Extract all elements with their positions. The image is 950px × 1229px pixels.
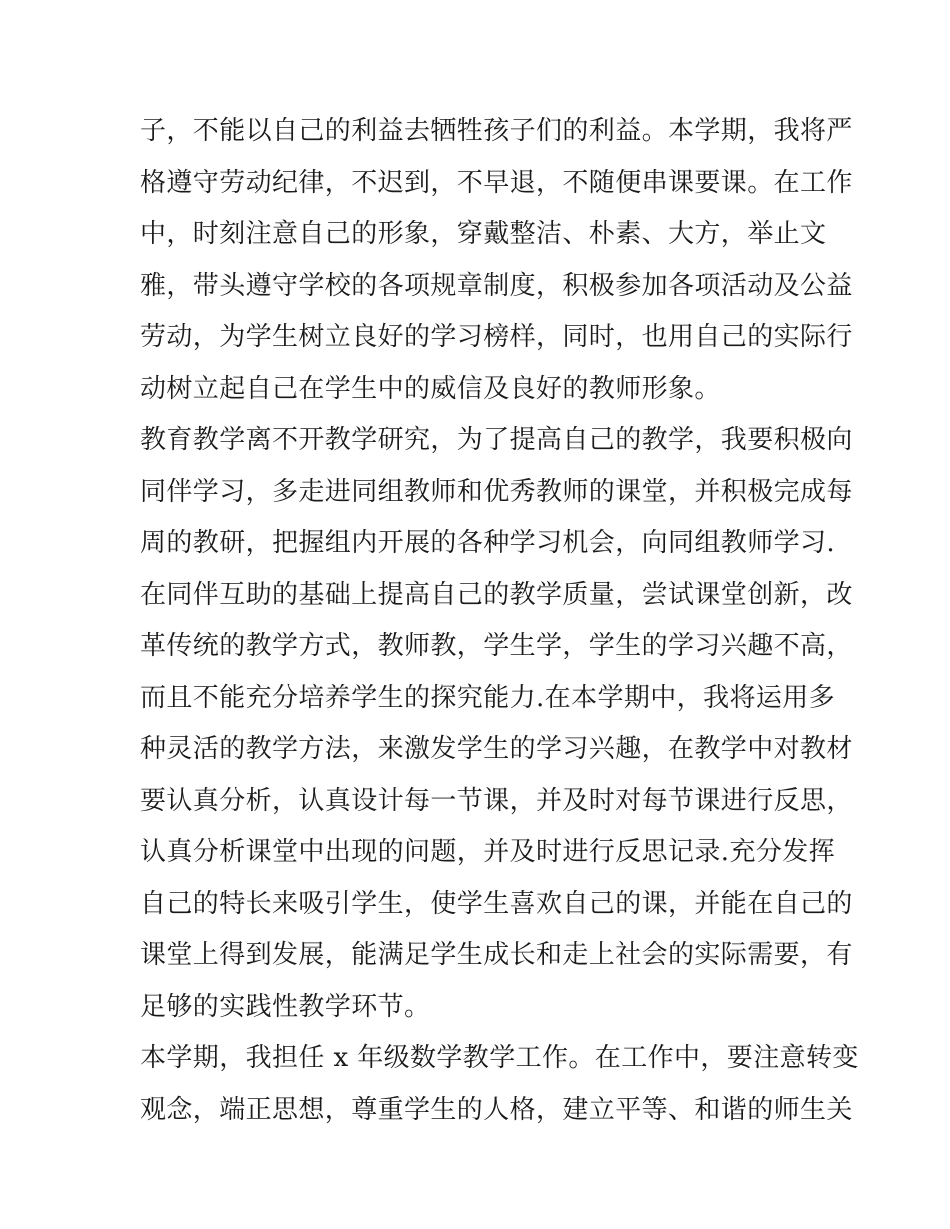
text-line: 格遵守劳动纪律，不迟到，不早退，不随便串课要课。在工作 bbox=[140, 167, 853, 198]
text-line: 动树立起自己在学生中的威信及良好的教师形象。 bbox=[140, 373, 721, 404]
document-body bbox=[140, 106, 859, 1136]
text-line: 劳动，为学生树立良好的学习榜样，同时，也用自己的实际行 bbox=[140, 322, 853, 352]
text-line: 要认真分析，认真设计每一节课，并及时对每节课进行反思， bbox=[140, 785, 853, 816]
text-line: 教育教学离不开教学研究，为了提高自己的教学，我要积极向 bbox=[140, 425, 853, 455]
paragraph-teaching-assignment bbox=[140, 1033, 859, 1136]
text-line: 革传统的教学方式，教师教，学生学，学生的学习兴趣不高， bbox=[140, 631, 853, 661]
text-line: 足够的实践性教学环节。 bbox=[140, 991, 431, 1022]
text-line: 子，不能以自己的利益去牺牲孩子们的利益。本学期，我将严 bbox=[140, 116, 853, 146]
text-line: 本学期，我担任 x 年级数学教学工作。在工作中，要注意转变 bbox=[140, 1043, 859, 1073]
text-line: 在同伴互助的基础上提高自己的教学质量，尝试课堂创新，改 bbox=[140, 579, 853, 610]
text-line: 雅，带头遵守学校的各项规章制度，积极参加各项活动及公益 bbox=[140, 270, 853, 301]
text-line: 认真分析课堂中出现的问题，并及时进行反思记录.充分发挥 bbox=[140, 837, 836, 867]
text-line: 种灵活的教学方法，来激发学生的学习兴趣，在教学中对教材 bbox=[140, 734, 853, 764]
paragraph-teacher-conduct bbox=[140, 106, 853, 415]
text-line: 观念，端正思想，尊重学生的人格，建立平等、和谐的师生关 bbox=[140, 1094, 853, 1125]
text-line: 自己的特长来吸引学生，使学生喜欢自己的课，并能在自己的 bbox=[140, 888, 853, 919]
paragraph-teaching-research bbox=[140, 415, 853, 1033]
text-line: 中，时刻注意自己的形象，穿戴整洁、朴素、大方，举止文 bbox=[140, 219, 827, 249]
text-line: 而且不能充分培养学生的探究能力.在本学期中，我将运用多 bbox=[140, 682, 836, 713]
text-line: 课堂上得到发展，能满足学生成长和走上社会的实际需要，有 bbox=[140, 940, 853, 970]
text-line: 周的教研，把握组内开展的各种学习机会，向同组教师学习. bbox=[140, 528, 836, 558]
text-line: 同伴学习，多走进同组教师和优秀教师的课堂，并积极完成每 bbox=[140, 476, 853, 507]
